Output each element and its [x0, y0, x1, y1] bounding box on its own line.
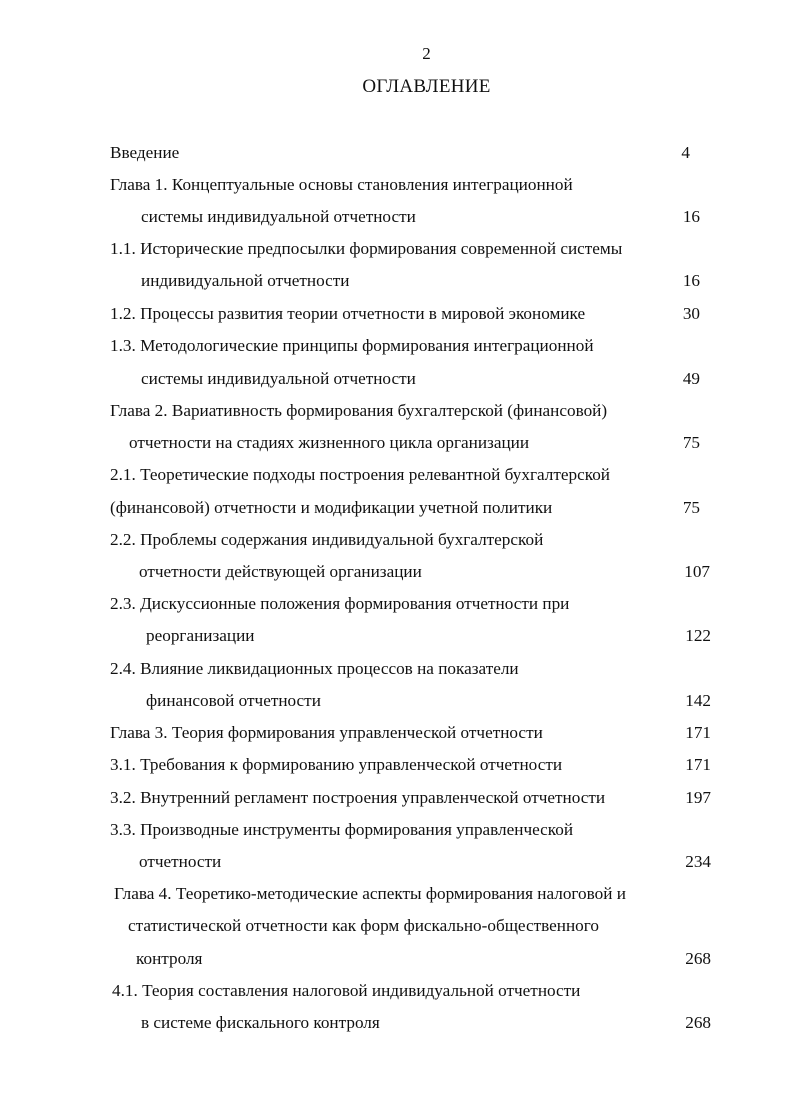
- toc-entry-page: 49: [682, 369, 700, 388]
- toc-entry-title: 3.2. Внутренний регламент построения управленческой отчетности: [110, 788, 606, 807]
- toc-entry-title: 1.2. Процессы развития теории отчетности в мировой экономике: [110, 304, 586, 323]
- toc-entry-continuation: (финансовой) отчетности и модификации учетной политики: [110, 498, 553, 517]
- toc-entry-continuation: реорганизации: [146, 626, 255, 645]
- toc-entry-page: 142: [685, 691, 711, 710]
- toc-entry-continuation: отчетности на стадиях жизненного цикла организации: [129, 433, 530, 452]
- toc-entry-title: Глава 2. Вариативность формирования бухгалтерской (финансовой): [110, 401, 608, 420]
- toc-entry-title: Глава 1. Концептуальные основы становления интеграционной: [110, 175, 573, 194]
- toc-entry-continuation: статистической отчетности как форм фискально-общественного: [128, 916, 599, 935]
- toc-entry-continuation: финансовой отчетности: [146, 691, 321, 710]
- toc-entry-page: 75: [682, 433, 700, 452]
- toc-entry-page: 75: [682, 498, 700, 517]
- toc-entry-page: 234: [685, 852, 711, 871]
- toc-entry-continuation: системы индивидуальной отчетности: [141, 369, 416, 388]
- toc-entry-page: 4: [681, 143, 690, 162]
- toc-entry-title: 1.3. Методологические принципы формирования интеграционной: [110, 336, 594, 355]
- toc-entry-continuation: системы индивидуальной отчетности: [141, 207, 416, 226]
- page-number: 2: [422, 44, 431, 63]
- toc-entry-continuation: в системе фискального контроля: [141, 1013, 380, 1032]
- toc-entry-title: 1.1. Исторические предпосылки формирования современной системы: [110, 239, 623, 258]
- toc-entry-page: 268: [685, 949, 711, 968]
- toc-entry-page: 16: [682, 271, 700, 290]
- toc-entry-title: 2.2. Проблемы содержания индивидуальной бухгалтерской: [110, 530, 544, 549]
- toc-entry-page: 171: [685, 723, 711, 742]
- toc-entry-page: 107: [684, 562, 710, 581]
- toc-entry-continuation: отчетности действующей организации: [139, 562, 422, 581]
- toc-entry-title: 4.1. Теория составления налоговой индивидуальной отчетности: [112, 981, 581, 1000]
- toc-entry-page: 171: [685, 755, 711, 774]
- toc-entry-title: 3.3. Производные инструменты формирования управленческой: [110, 820, 574, 839]
- toc-entry-title: 2.3. Дискуссионные положения формирования отчетности при: [110, 594, 570, 613]
- toc-entry-title: 3.1. Требования к формированию управленческой отчетности: [110, 755, 563, 774]
- toc-entry-continuation: отчетности: [139, 852, 222, 871]
- toc-entry-page: 197: [685, 788, 711, 807]
- page-title: ОГЛАВЛЕНИЕ: [362, 76, 491, 97]
- toc-entry-title: 2.4. Влияние ликвидационных процессов на показатели: [110, 659, 519, 678]
- toc-entry-title: Глава 4. Теоретико-методические аспекты формирования налоговой и: [114, 884, 626, 903]
- toc-entry-page: 268: [685, 1013, 711, 1032]
- toc-entry-title: 2.1. Теоретические подходы построения релевантной бухгалтерской: [110, 465, 610, 484]
- toc-entry-page: 30: [682, 304, 700, 323]
- toc-entry-page: 16: [682, 207, 700, 226]
- toc-entry-page: 122: [685, 626, 711, 645]
- toc-entry-title: Глава 3. Теория формирования управленческой отчетности: [110, 723, 543, 742]
- toc-entry-continuation: контроля: [136, 949, 203, 968]
- toc-entry-title: Введение: [110, 143, 180, 162]
- toc-entry-continuation: индивидуальной отчетности: [141, 271, 350, 290]
